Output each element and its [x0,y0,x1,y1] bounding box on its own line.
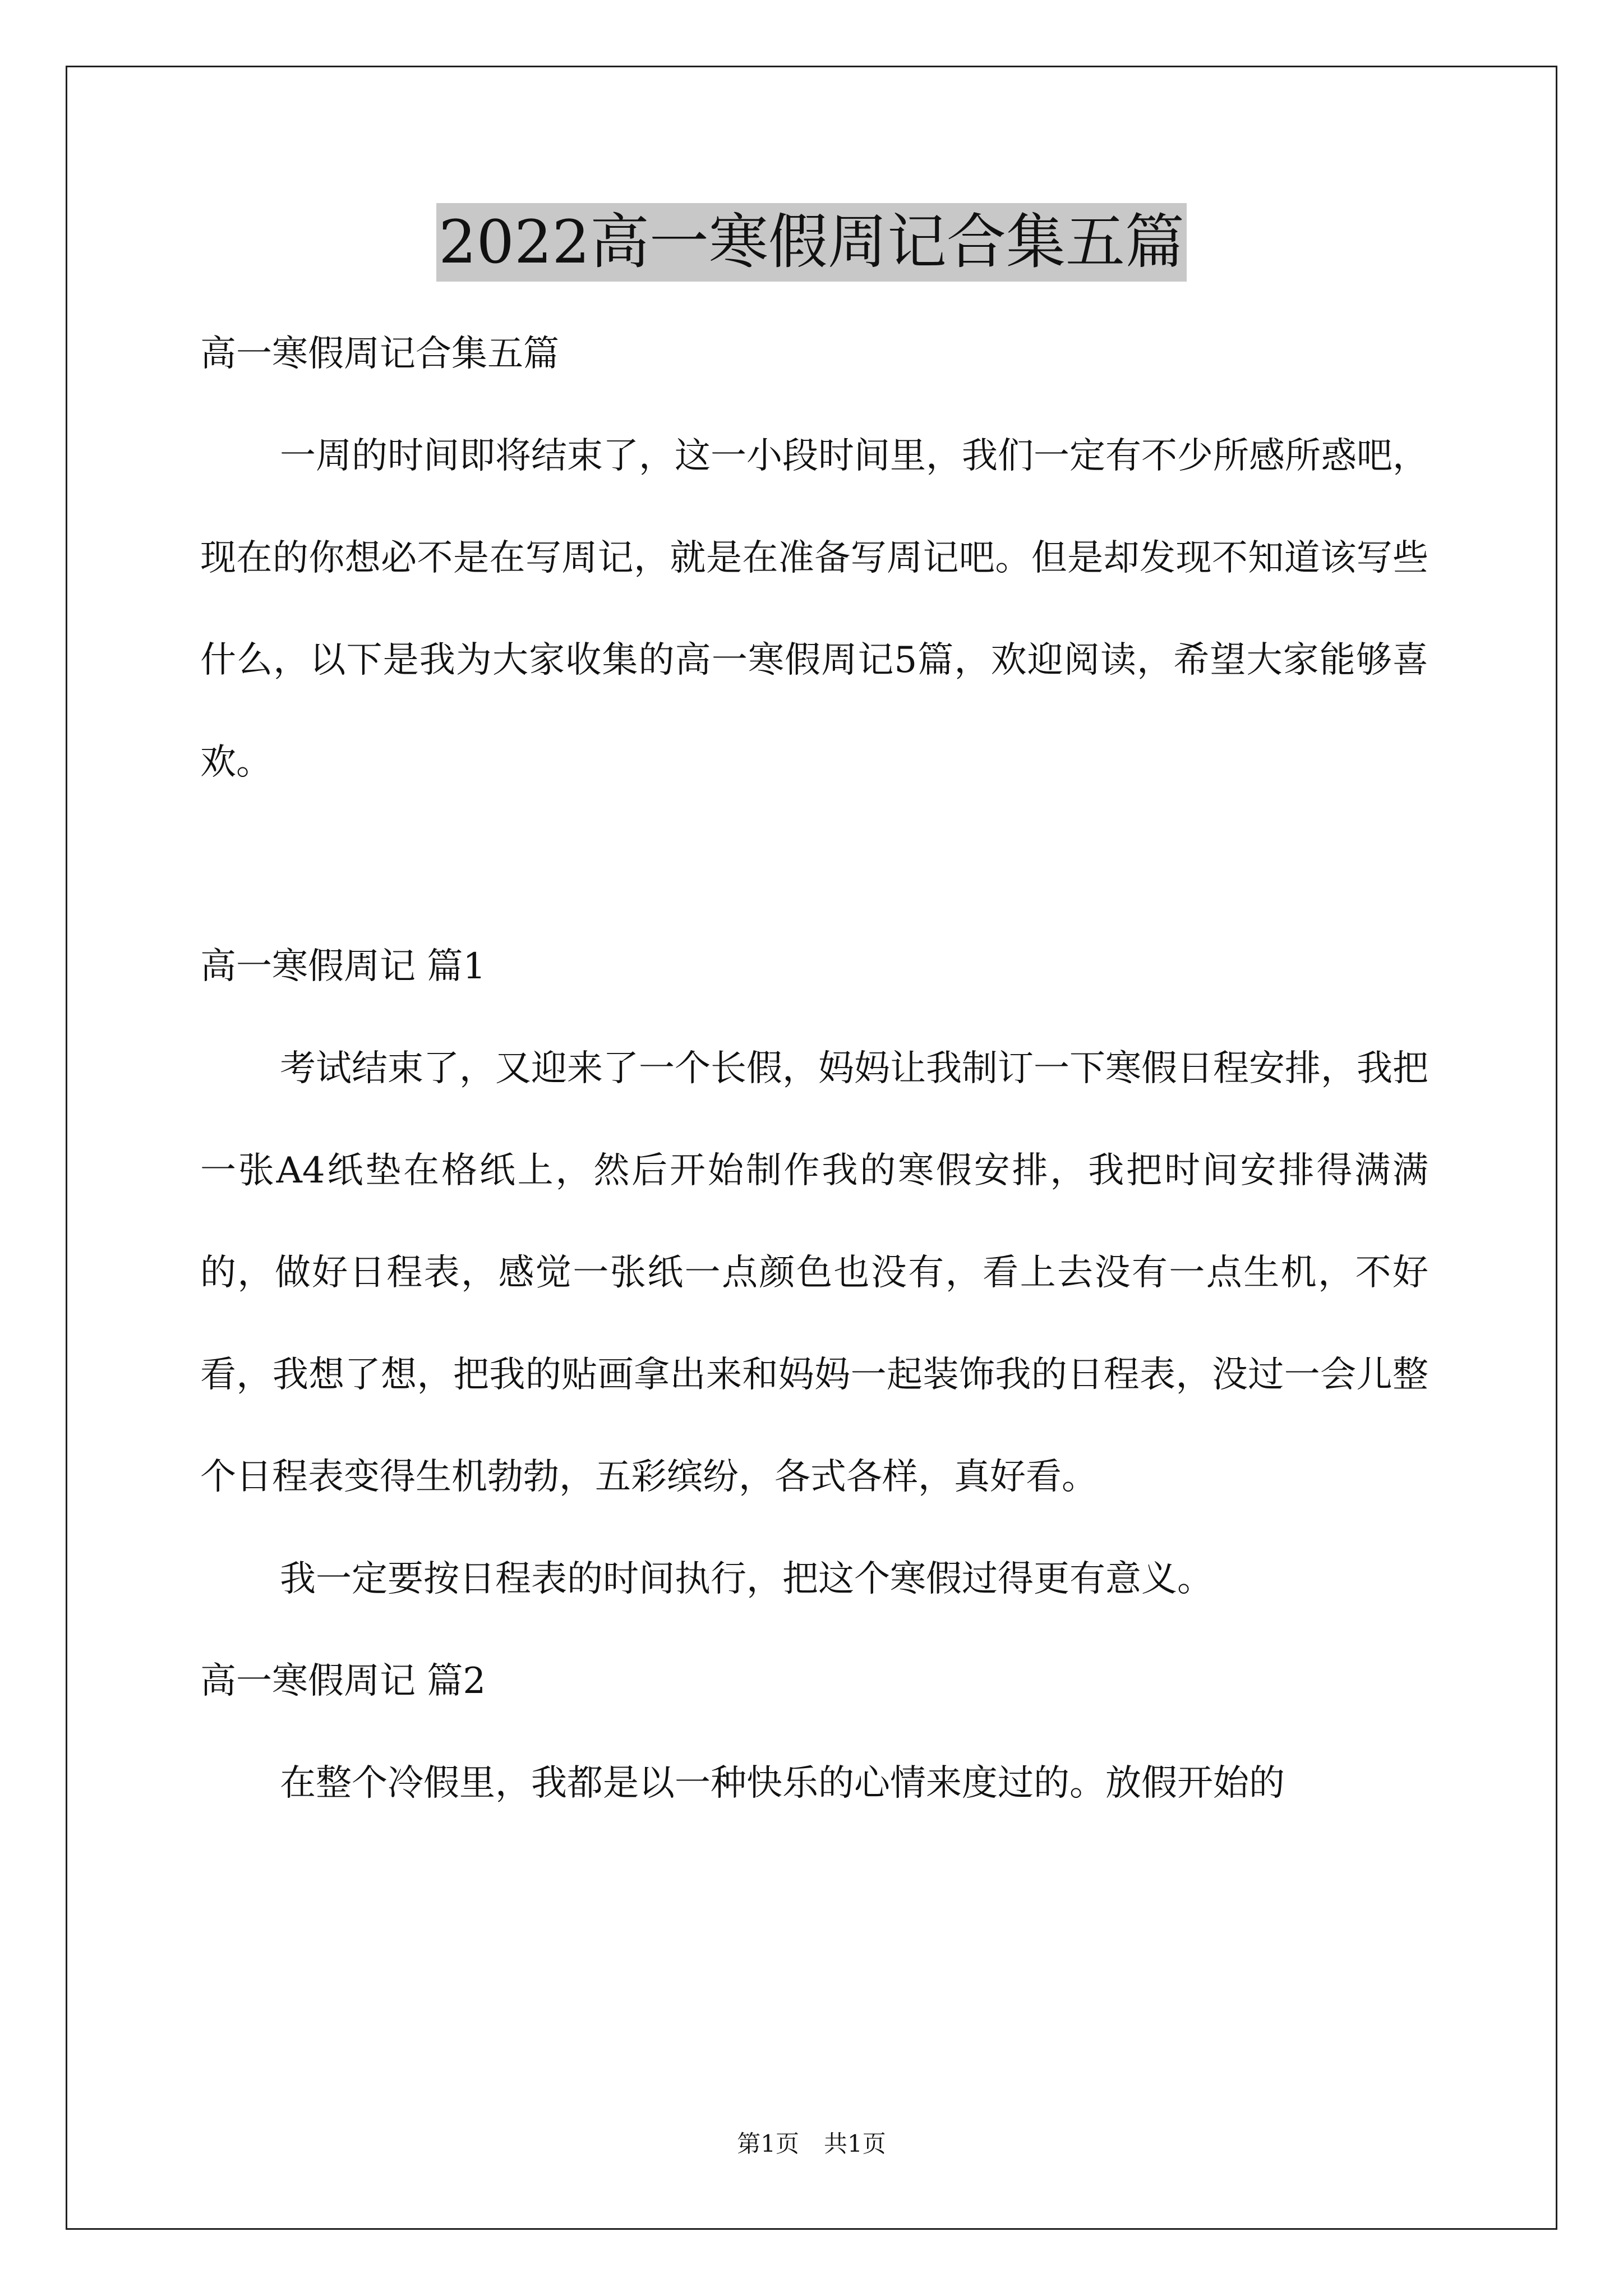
title-container [0,203,1623,282]
page-number-total: 共1页 [824,2130,886,2157]
document-subtitle: 高一寒假周记合集五篇 [200,333,559,375]
section-1-paragraph-1: 考试结束了，又迎来了一个长假，妈妈让我制订一下寒假日程安排，我把一张A4纸垫在格纸上，然后开始制作我的寒假安排，我把时间安排得满满的，做好日程表，感觉一张纸一点颜色也没有，看上去没有一点生机，不好看，我想了想，把我的贴画拿出来和妈妈一起装饰我的日程表，没过一会儿整个日程表变得生机勃勃，五彩缤纷，各式各样，真好看。 [200,1048,1428,1498]
section-heading-1: 高一寒假周记 篇1 [200,946,486,987]
section-heading-2: 高一寒假周记 篇2 [200,1660,486,1702]
document-body [200,303,1428,1834]
page-number-current: 第1页 [737,2130,799,2157]
document-title: 2022高一寒假周记合集五篇 [436,203,1187,282]
spacer [200,813,1428,915]
section-2-paragraph-1: 在整个冷假里，我都是以一种快乐的心情来度过的。放假开始的 [280,1763,1285,1804]
intro-paragraph: 一周的时间即将结束了，这一小段时间里，我们一定有不少所感所惑吧，现在的你想必不是在写周记，就是在准备写周记吧。但是却发现不知道该写些什么，以下是我为大家收集的高一寒假周记5篇，欢迎阅读，希望大家能够喜欢。 [200,435,1428,783]
page-footer [0,2127,1623,2161]
section-1-paragraph-2: 我一定要按日程表的时间执行，把这个寒假过得更有意义。 [280,1558,1213,1600]
